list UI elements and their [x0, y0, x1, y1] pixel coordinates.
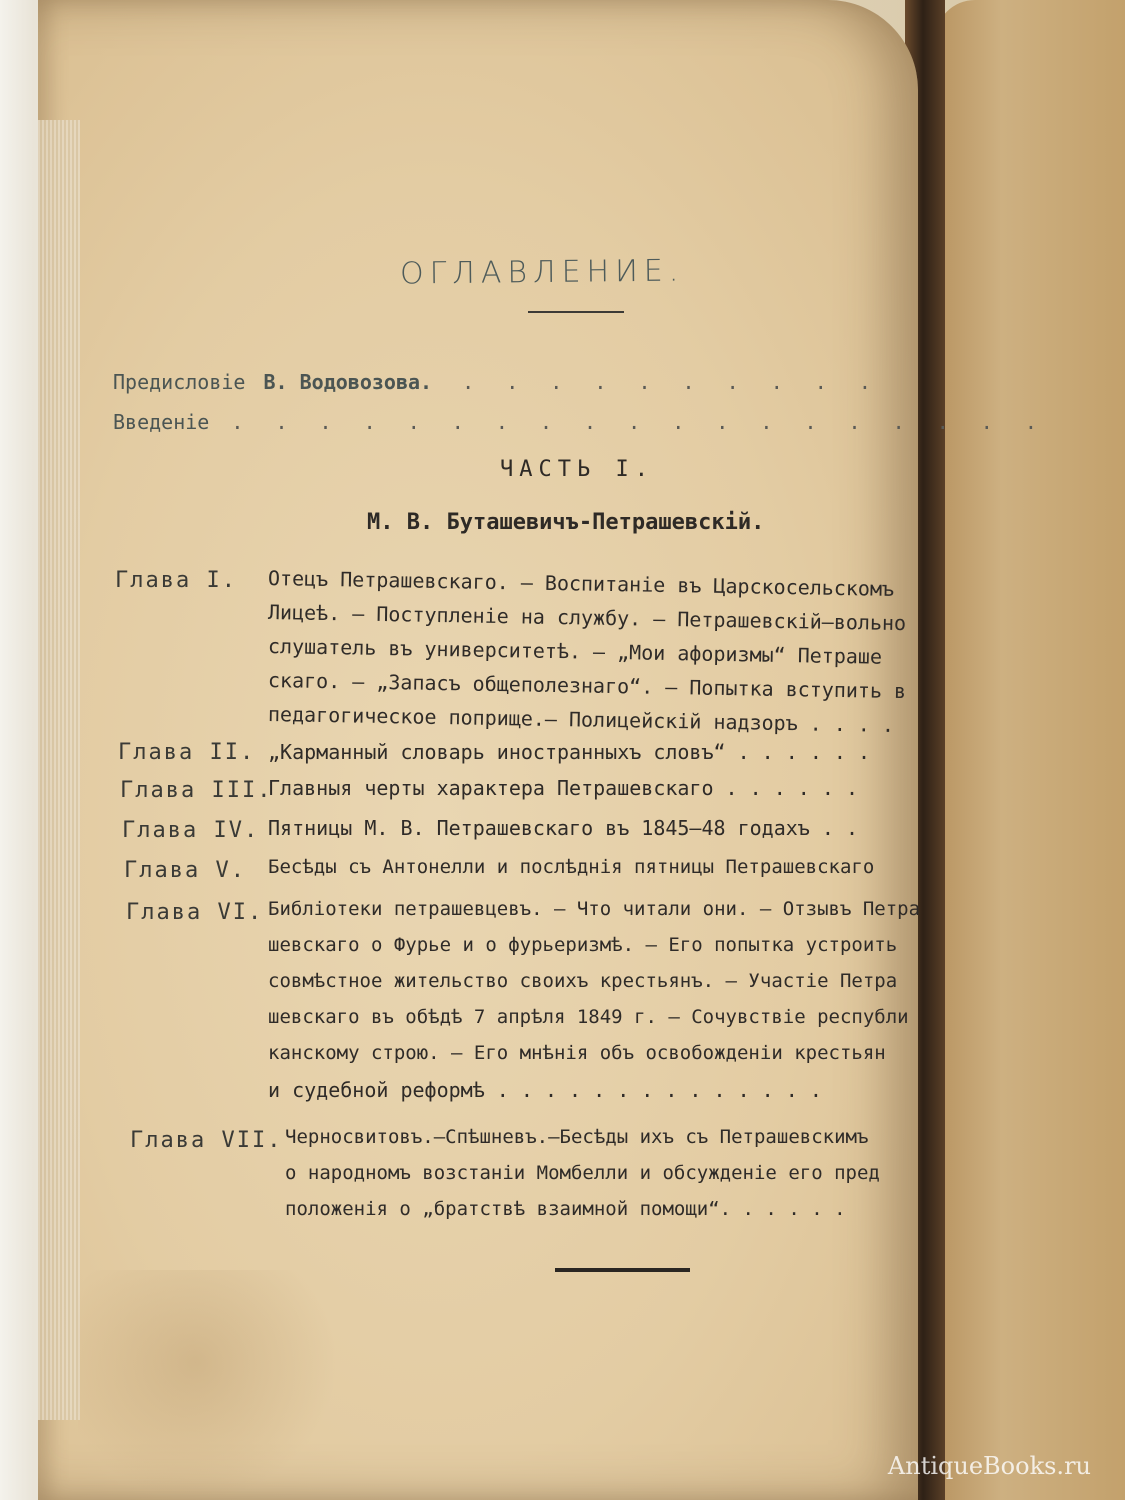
- chapter-2-line-1: „Карманный словарь иностранныхъ словъ“ . . . . . .: [268, 740, 871, 764]
- chapter-3-label: Глава III.: [120, 778, 273, 803]
- chapter-1-line-1: Отецъ Петрашевскаго. — Воспитаніе въ Царскосельскомъ: [267, 566, 895, 601]
- chapter-6-line-3: совмѣстное жительство своихъ крестьянъ. — Участіе Петра: [268, 970, 898, 992]
- chapter-1-line-5: педагогическое поприще.— Полицейскій надзоръ . . . .: [267, 702, 895, 737]
- page-edges: [38, 120, 80, 1420]
- chapter-7-line-1: Черносвитовъ.—Спѣшневъ.—Бесѣды ихъ съ Петрашевскимъ: [285, 1126, 869, 1148]
- page-stain: [78, 1270, 338, 1500]
- introduction-dots: . . . . . . . . . . . . . . . . . . .: [231, 410, 1047, 434]
- closing-rule: [555, 1268, 690, 1272]
- chapter-2-label: Глава II.: [118, 740, 256, 765]
- title-rule: [528, 311, 624, 313]
- chapter-6-line-2: шевскаго о Фурье и о фурьеризмѣ. — Его попытка устроить: [268, 934, 898, 956]
- page-title: ОГЛАВЛЕНИЕ.: [399, 253, 685, 292]
- part-label: ЧАСТЬ I.: [500, 457, 654, 482]
- chapter-6-line-6: и судебной реформѣ . . . . . . . . . . . . . .: [268, 1078, 822, 1102]
- chapter-1-label: Глава I.: [115, 568, 237, 593]
- chapter-6-line-5: канскому строю. — Его мнѣнія объ освобожденіи крестьян: [268, 1042, 886, 1064]
- chapter-5-label: Глава V.: [124, 858, 246, 883]
- site-watermark: AntiqueBooks.ru: [887, 1452, 1091, 1480]
- chapter-1-line-3: слушатель въ университетѣ. — „Мои афоризмы“ Петраше: [267, 634, 883, 669]
- front-matter-introduction: [113, 410, 1047, 434]
- part-name: М. В. Буташевичъ-Петрашевскій.: [367, 510, 765, 535]
- chapter-3-line-1: Главныя черты характера Петрашевскаго . . . . . .: [268, 776, 859, 800]
- preface-dots: . . . . . . . . . .: [462, 370, 881, 394]
- chapter-7-label: Глава VII.: [130, 1128, 283, 1153]
- front-matter-preface: [113, 370, 881, 394]
- chapter-7-line-3: положенія о „братствѣ взаимной помощи“. . . . . .: [285, 1198, 846, 1220]
- chapter-5-line-1: Бесѣды съ Антонелли и послѣднія пятницы Петрашевскаго: [268, 856, 875, 878]
- chapter-1-line-2: Лицеѣ. — Поступленіе на службу. — Петрашевскій—вольно: [267, 600, 907, 636]
- chapter-4-label: Глава IV.: [122, 818, 260, 843]
- introduction-label: Введеніе: [113, 410, 210, 434]
- chapter-6-line-1: Библіотеки петрашевцевъ. — Что читали они. — Отзывъ Петра: [268, 898, 921, 920]
- chapter-6-line-4: шевскаго въ обѣдѣ 7 апрѣля 1849 г. — Сочувствіе республи: [268, 1006, 909, 1028]
- facing-page: [935, 0, 1125, 1500]
- chapter-4-line-1: Пятницы М. В. Петрашевскаго въ 1845—48 годахъ . .: [268, 816, 859, 840]
- preface-label: Предисловіе: [113, 370, 246, 394]
- chapter-1-line-4: скаго. — „Запасъ общеполезнаго“. — Попытка вступить в: [267, 668, 907, 704]
- chapter-7-line-2: о народномъ возстаніи Момбелли и обсужденіе его пред: [285, 1162, 880, 1184]
- chapter-6-label: Глава VI.: [126, 900, 264, 925]
- preface-author: В. Водовозова.: [263, 370, 433, 394]
